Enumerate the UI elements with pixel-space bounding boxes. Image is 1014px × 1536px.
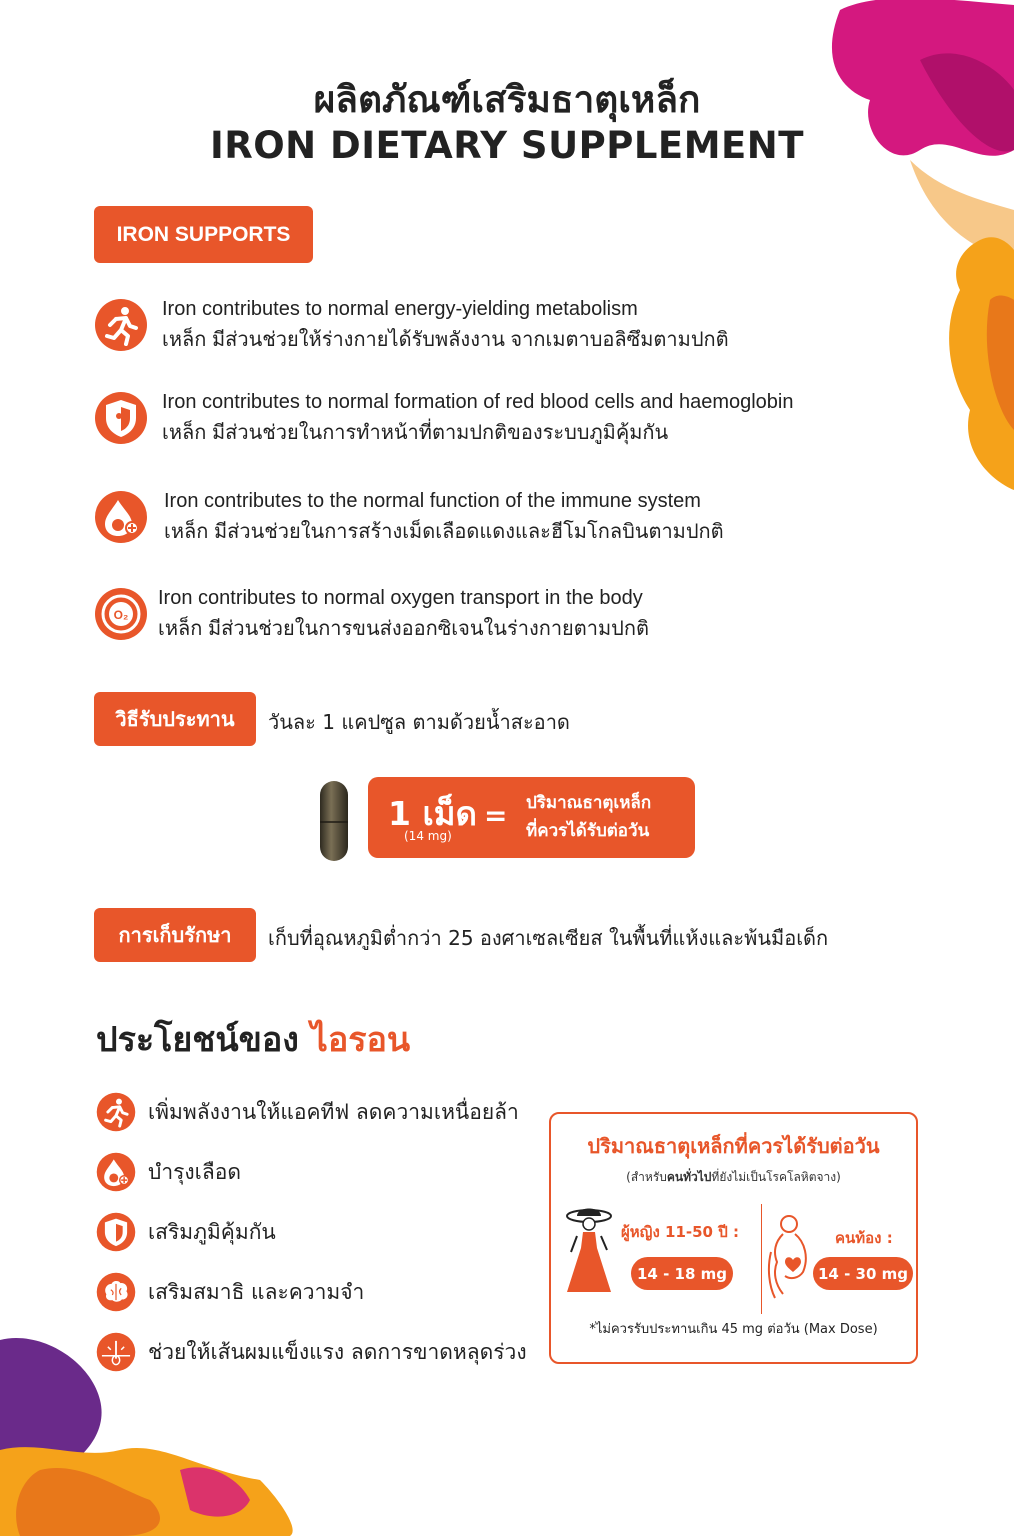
- benefit-item: [96, 1332, 527, 1372]
- running-person-icon: [96, 1092, 136, 1132]
- blood-drop-icon: [96, 1152, 136, 1192]
- dose-unit: (14 mg): [404, 829, 452, 843]
- support-text-en: Iron contributes to normal energy-yielding metabolism: [162, 298, 638, 320]
- benefit-item: [96, 1212, 276, 1252]
- pregnant-label: คนท้อง :: [835, 1229, 893, 1247]
- subtitle-suffix: ที่ยังไม่เป็นโรคโลหิตจาง): [711, 1170, 841, 1184]
- howto-badge: วิธีรับประทาน: [94, 692, 256, 746]
- support-text-th: เหล็ก มีส่วนช่วยในการทำหน้าที่ตามปกติของระบบภูมิคุ้มกัน: [162, 422, 669, 444]
- benefit-item: [96, 1272, 364, 1312]
- subtitle-prefix: (สำหรับ: [626, 1170, 667, 1184]
- support-item: [94, 294, 729, 356]
- dose-line-2: ที่ควรได้รับต่อวัน: [526, 821, 650, 841]
- benefit-item: [96, 1152, 241, 1192]
- brain-icon: [96, 1272, 136, 1312]
- capsule-icon: [318, 780, 350, 862]
- storage-badge: การเก็บรักษา: [94, 908, 256, 962]
- benefit-item: [96, 1092, 519, 1132]
- hair-follicle-icon: [96, 1332, 136, 1372]
- benefits-title: [96, 1012, 410, 1066]
- support-text-en: Iron contributes to normal oxygen transport in the body: [158, 587, 643, 609]
- benefit-text: บำรุงเลือด: [148, 1159, 241, 1184]
- howto-text: วันละ 1 แคปซูล ตามด้วยน้ำสะอาด: [268, 710, 570, 734]
- dose-amount: 1 เม็ด: [388, 794, 477, 833]
- benefits-title-prefix: ประโยชน์ของ: [96, 1020, 299, 1060]
- subtitle-bold: คนทั่วไป: [666, 1170, 712, 1184]
- support-item: [94, 387, 793, 449]
- storage-text: เก็บที่อุณหภูมิต่ำกว่า 25 องศาเซลเซียส ในพื้นที่แห้งและพ้นมือเด็ก: [268, 926, 829, 950]
- max-dose-note: *ไม่ควรรับประทานเกิน 45 mg ต่อวัน (Max Dose): [589, 1322, 878, 1337]
- support-text-th: เหล็ก มีส่วนช่วยในการสร้างเม็ดเลือดแดงและฮีโมโกลบินตามปกติ: [164, 521, 724, 543]
- support-text-en: Iron contributes to normal formation of red blood cells and haemoglobin: [162, 391, 794, 413]
- dose-line-1: ปริมาณธาตุเหล็ก: [526, 793, 652, 813]
- oxygen-icon: [94, 587, 148, 641]
- pregnant-woman-icon: [765, 1212, 815, 1302]
- women-label: ผู้หญิง 11-50 ปี :: [621, 1223, 739, 1241]
- dose-box: [368, 777, 695, 858]
- support-text-th: เหล็ก มีส่วนช่วยในการขนส่งออกซิเจนในร่างกายตามปกติ: [158, 618, 649, 640]
- benefits-title-highlight: ไอรอน: [310, 1020, 411, 1060]
- benefit-text: ช่วยให้เส้นผมแข็งแรง ลดการขาดหลุดร่วง: [148, 1339, 527, 1364]
- dose-equals: =: [484, 799, 508, 832]
- benefit-text: เพิ่มพลังงานให้แอคทีฟ ลดความเหนื่อยล้า: [148, 1099, 519, 1124]
- support-item: [94, 583, 649, 645]
- blood-drop-icon: [94, 490, 148, 544]
- group-divider: [761, 1204, 762, 1314]
- daily-intake-box: [549, 1112, 918, 1364]
- svg-text:O₂: O₂: [113, 608, 129, 622]
- support-text-en: Iron contributes to the normal function of the immune system: [164, 490, 701, 512]
- benefit-text: เสริมสมาธิ และความจำ: [148, 1279, 365, 1304]
- benefit-text: เสริมภูมิคุ้มกัน: [148, 1219, 276, 1244]
- dose-description: [526, 789, 651, 845]
- running-person-icon: [94, 298, 148, 352]
- woman-icon: [563, 1202, 619, 1298]
- women-value-pill: 14 - 18 mg: [631, 1257, 733, 1290]
- page-title-thai: ผลิตภัณฑ์เสริมธาตุเหล็ก: [313, 78, 701, 121]
- support-item: [94, 486, 724, 548]
- daily-intake-subtitle: [551, 1168, 916, 1187]
- daily-intake-title: ปริมาณธาตุเหล็กที่ควรได้รับต่อวัน: [587, 1134, 880, 1158]
- shield-icon: [94, 391, 148, 445]
- support-text-th: เหล็ก มีส่วนช่วยให้ร่างกายได้รับพลังงาน จากเมตาบอลิซึมตามปกติ: [162, 329, 729, 351]
- pregnant-value-pill: 14 - 30 mg: [813, 1257, 913, 1290]
- shield-icon: [96, 1212, 136, 1252]
- orange-splash-decoration: [940, 230, 1014, 500]
- iron-supports-badge: IRON SUPPORTS: [94, 206, 313, 263]
- page-title-english: IRON DIETARY SUPPLEMENT: [209, 124, 805, 167]
